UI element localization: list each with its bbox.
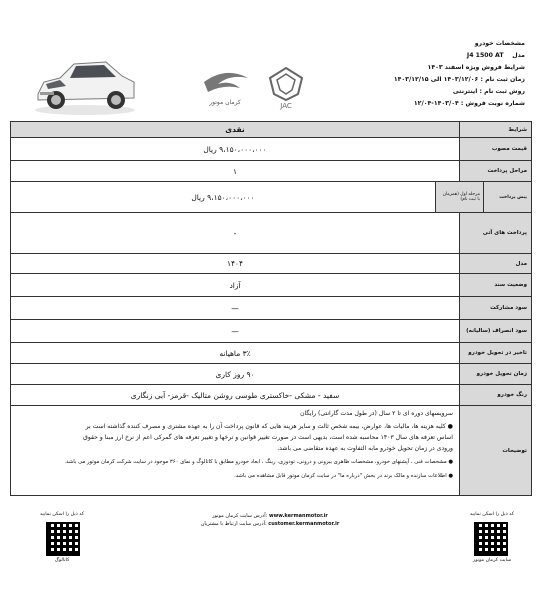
table-row-notes (11, 406, 531, 495)
table-row-color (11, 385, 531, 406)
email-label: آدرس سایت ارتباط با مشتریان: (200, 521, 267, 527)
note-line: ● کلیه هزینه ها، مالیات ها، عوارض، بیمه شخص ثالث و سایر هزینه هایی که قانون پرداخت آن را به عهده مشتری و مصرف کننده گذاشته است بر (85, 423, 453, 430)
spec-title: مشخصات خودرو (474, 40, 525, 47)
note-line: ● مشخصات فنی ، آپشنهای خودرو، مشخصات ظاهری بیرونی و درونی، تودوزی، رینگ ، ابعاد خودرو مطابق با کاتالوگ و نمای ۳۶۰ موجود در سایت شرکت کرمان موتور می باشد. (64, 459, 453, 465)
table-row-document-status (11, 274, 531, 297)
spec-sale-condition: شرایط فروش ویژه اسفند ۱۴۰۳ (427, 64, 525, 71)
prepayment-labels (435, 182, 531, 212)
delay-label: تاخیر در تحویل خودرو (459, 343, 531, 363)
table-row-annual-penalty (11, 320, 531, 343)
delivery-time-value: ۹۰ روز کاری (215, 369, 255, 379)
payment-stages-value: ۱ (232, 166, 238, 176)
table-row-delivery-time (11, 364, 531, 385)
right-qr-caption-bottom: سایت کرمان موتور (472, 558, 512, 563)
table-row-approved-price (11, 138, 531, 161)
participation-profit-label: سود مشارکت (459, 297, 531, 319)
notes-list (11, 406, 459, 484)
next-payments-label: پرداخت های آتی (459, 213, 531, 253)
table-row-next-payments (11, 213, 531, 254)
table-row-prepayment (11, 182, 531, 213)
spec-model-value: J4 1500 AT (466, 52, 504, 59)
color-value: سفید - مشکی -خاکستری طوسی روشن متالیک -قرمز- آبی زنگاری (130, 390, 340, 400)
notes-label: توضیحات (459, 406, 531, 495)
first-stage-label: مرحله اول (همزمان با ثبت نام) (435, 182, 483, 212)
participation-profit-value: — (231, 303, 239, 313)
catalog-qr-code[interactable] (46, 522, 80, 556)
left-qr-caption-bottom: کاتالوگ (54, 558, 70, 563)
notes-value (11, 406, 459, 495)
spec-registration-method: روش ثبت نام : اینترنتی (452, 88, 525, 95)
spec-model-label: مدل (512, 52, 525, 59)
next-payments-value: - (233, 228, 237, 238)
document-status-value: آزاد (229, 280, 241, 290)
jac-logo (262, 64, 310, 110)
conditions-label: شرایط (459, 122, 531, 137)
document-header (0, 0, 539, 122)
table-row-delay (11, 343, 531, 364)
color-label: رنگ خودرو (459, 385, 531, 405)
note-line: ● اطلاعات سازنده و مالک برند در بخش "درباره ما" در سایت کرمان موتور قابل مشاهده می باشد. (234, 473, 453, 479)
approved-price-label: قیمت مصوب (459, 138, 531, 160)
first-stage-value: ۹،۱۵۰،۰۰۰،۰۰۰ ریال (191, 192, 255, 202)
delivery-time-label: زمان تحویل خودرو (459, 364, 531, 384)
delay-value: ۳٪ ماهیانه (219, 348, 251, 358)
footer-contact (150, 512, 390, 528)
approved-price-value: ۹،۱۵۰،۰۰۰،۰۰۰ ریال (203, 144, 267, 154)
spec-block (325, 38, 525, 110)
table-row-participation-profit (11, 297, 531, 320)
model-year-value: ۱۴۰۴ (226, 259, 244, 268)
spec-sale-round: شماره نوبت فروش : ۱۴۰۳/۰۴-۱۲/۰۴ (413, 100, 525, 107)
note-line: سرویسهای دوره ای تا ۲ سال (در طول مدت گارانتی) رایگان (300, 410, 453, 417)
site-qr-code[interactable] (474, 522, 508, 556)
conditions-value: نقدی (11, 122, 459, 137)
payment-stages-label: مراحل پرداخت (459, 161, 531, 181)
spec-registration-time: زمان ثبت نام : ۱۴۰۳/۱۲/۰۶ الی ۱۴۰۳/۱۲/۱۵ (393, 76, 525, 83)
site-label: آدرس سایت کرمان موتور: (212, 513, 268, 519)
right-qr-caption-top: کد ذیل را اسکن نمایید (469, 512, 515, 517)
spec-model (325, 50, 525, 62)
model-year-label: مدل (459, 254, 531, 273)
conditions-table (10, 121, 532, 496)
svg-text:کرمان موتور: کرمان موتور (209, 99, 241, 106)
kerman-motor-logo (196, 64, 254, 110)
svg-text:JAC: JAC (280, 102, 292, 110)
car-image (30, 48, 140, 118)
site-url[interactable]: www.kermanmotor.ir (268, 513, 328, 519)
table-row-conditions (11, 122, 531, 138)
note-line: ورودی در زمان تحویل خودرو مابه التفاوت به عهده متقاضی می باشد. (277, 445, 453, 452)
left-qr-caption-top: کد ذیل را اسکن نمایید (39, 512, 85, 517)
annual-penalty-value: — (231, 326, 239, 336)
table-row-model-year (11, 254, 531, 274)
note-line: اساس تعرفه های سال ۱۴۰۳ محاسبه شده است، بدیهی است در صورت تغییر قوانین و نرخها و تغییر تعرفه های گمرکی اعم از نرخ ارز مبنا و حقوق (83, 434, 453, 441)
document-footer (0, 500, 539, 593)
customer-site[interactable]: customer.kermanmotor.ir (268, 521, 340, 527)
document-status-label: وضعیت سند (459, 274, 531, 296)
annual-penalty-label: سود انصراف (سالیانه) (459, 320, 531, 342)
prepayment-label: پیش پرداخت (483, 182, 531, 212)
table-row-payment-stages (11, 161, 531, 182)
